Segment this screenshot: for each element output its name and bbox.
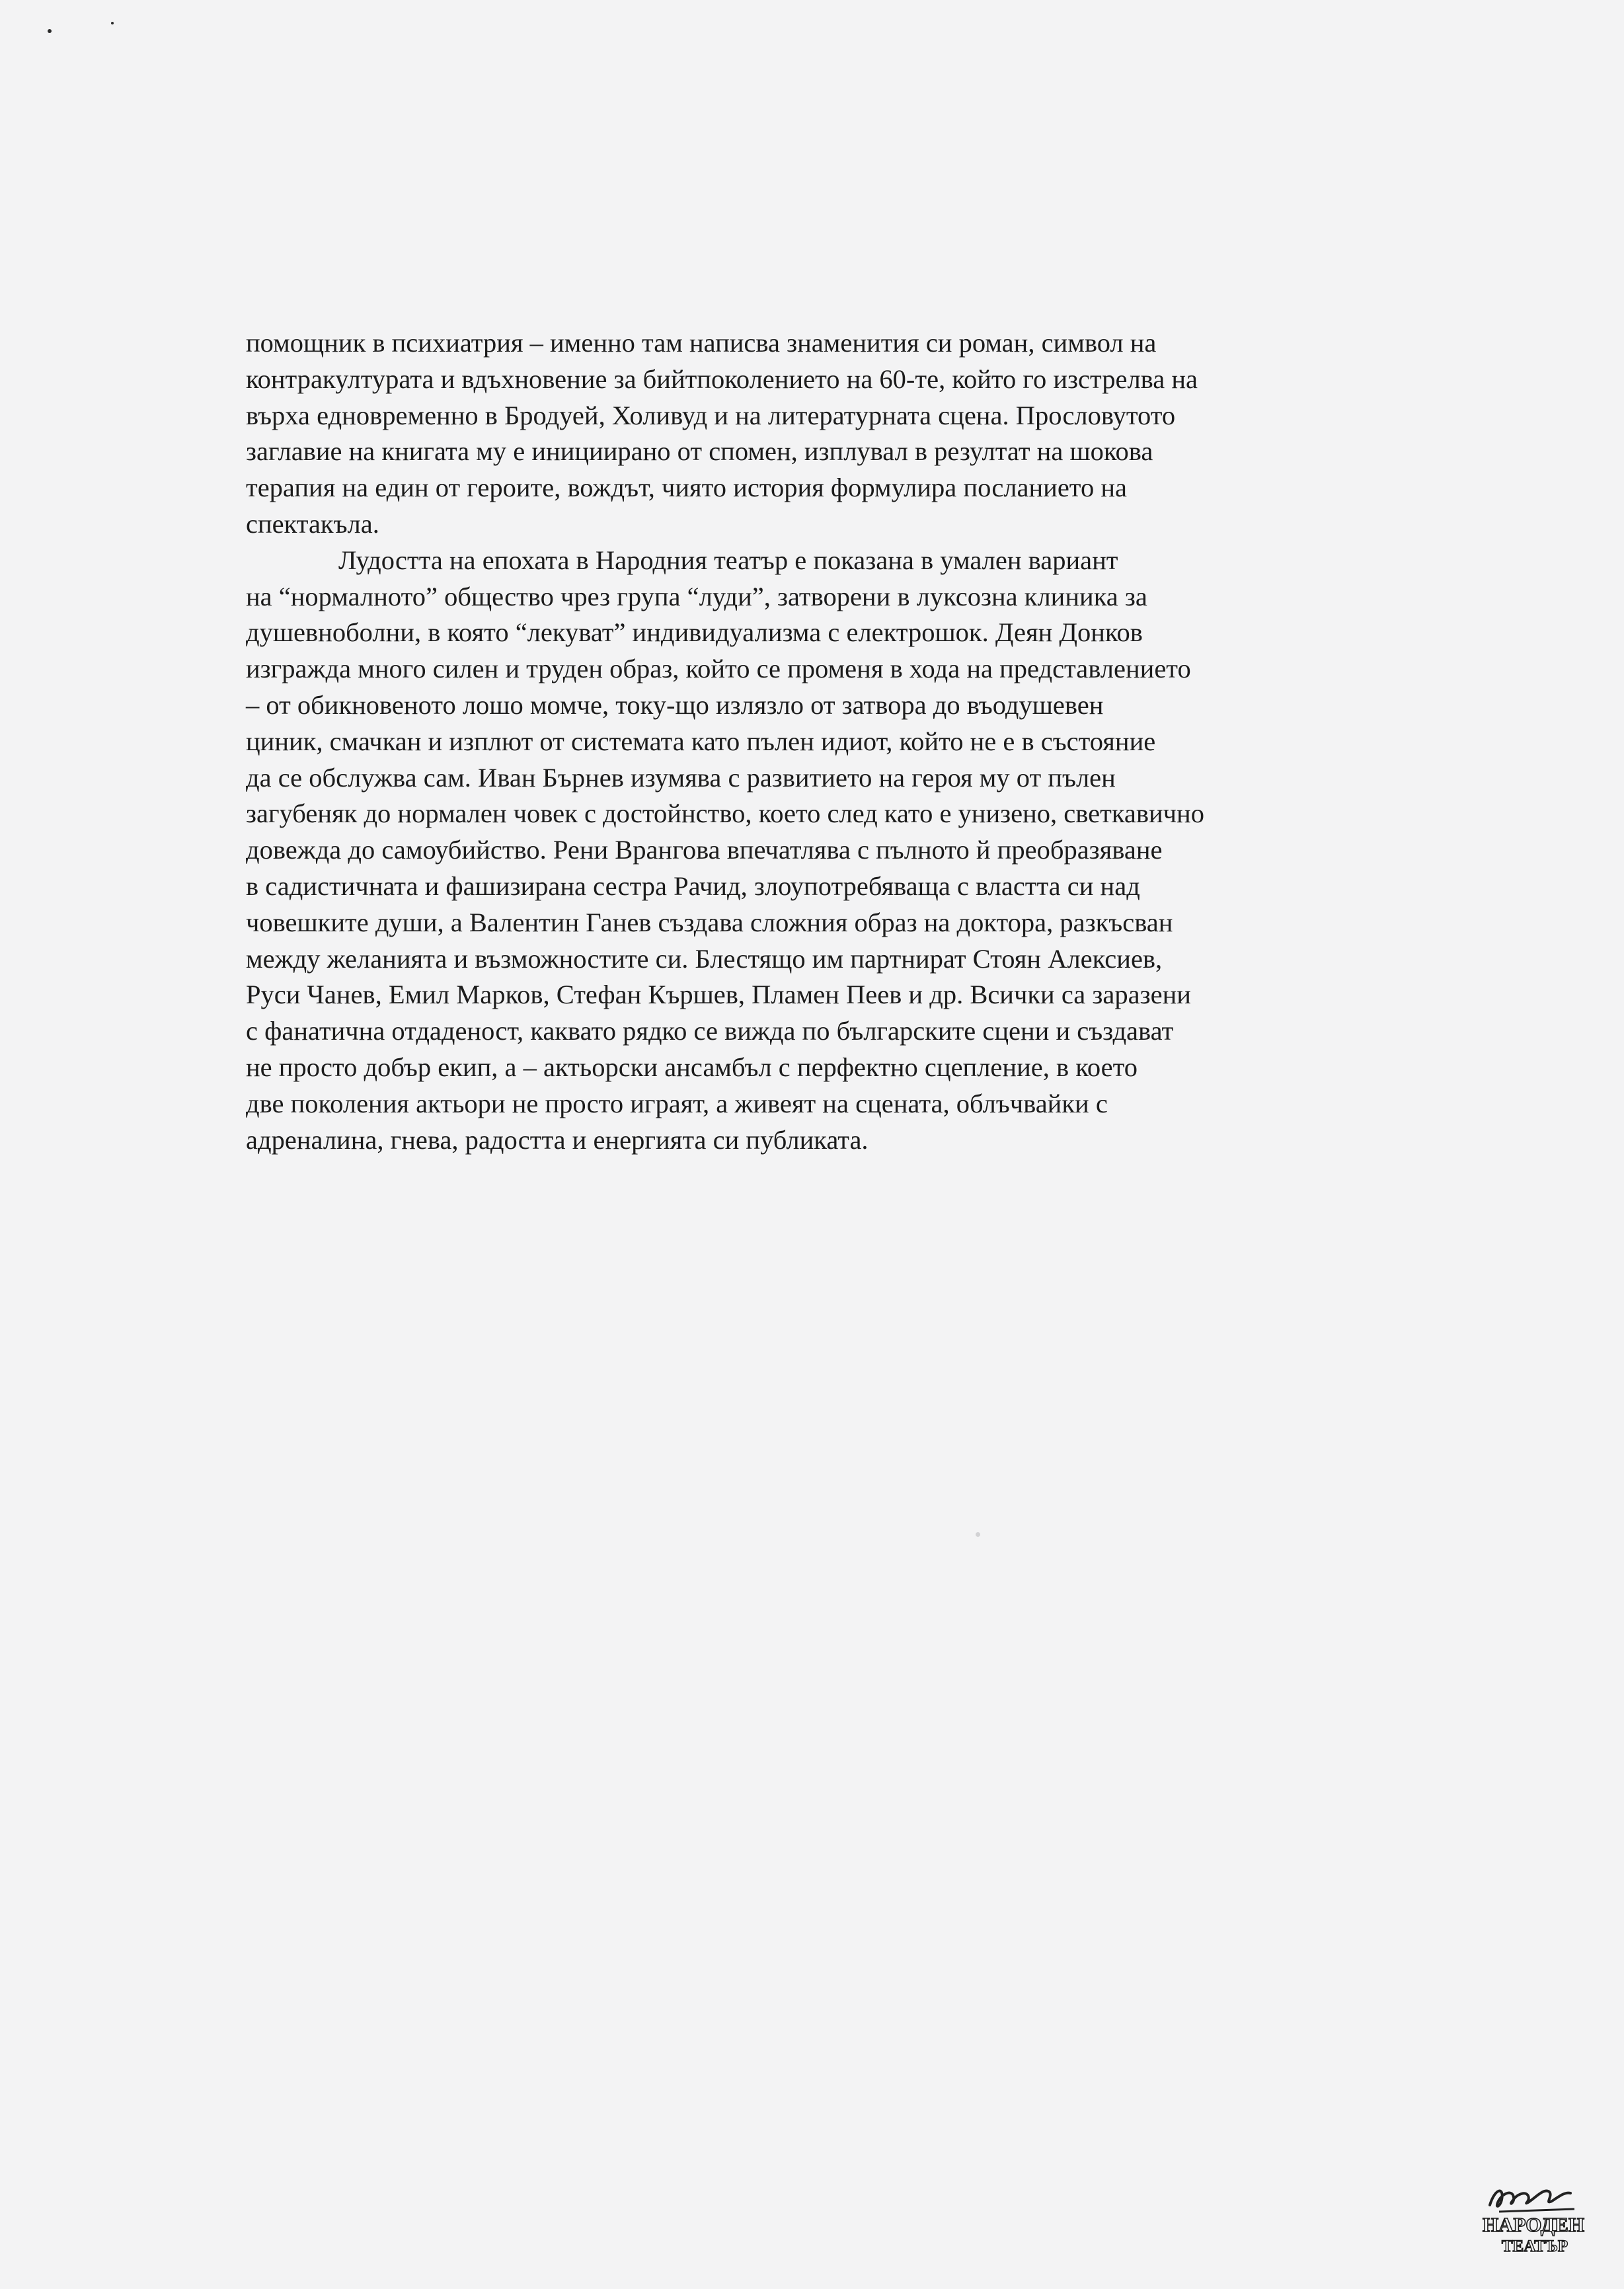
- text-line: Руси Чанев, Емил Марков, Стефан Кършев, Пламен Пеев и др. Всички са заразени: [246, 980, 1191, 1010]
- text-line: върха едновременно в Бродуей, Холивуд и на литературната сцена. Прословутото: [246, 400, 1176, 430]
- scan-speck: [976, 1532, 980, 1537]
- text-line: – от обикновеното лошо момче, току-що излязло от затвора до въодушевен: [246, 689, 1104, 720]
- text-line: заглавие на книгата му е инициирано от спомен, изплувал в резултат на шокова: [246, 436, 1153, 467]
- text-line: циник, смачкан и изплют от системата като пълен идиот, който не е в състояние: [246, 726, 1156, 756]
- paragraph-review: [246, 543, 1383, 1159]
- stamp-line1: НАРОДЕН: [1483, 2213, 1584, 2236]
- document-text: [246, 325, 1383, 1158]
- text-line: изгражда много силен и труден образ, който се променя в хода на представлението: [246, 654, 1191, 684]
- text-line: спектакъла.: [246, 508, 379, 539]
- text-line: човешките души, а Валентин Ганев създава сложния образ на доктора, разкъсван: [246, 907, 1173, 937]
- text-line: загубеняк до нормален човек с достойнство, което след като е унизено, светкавично: [246, 798, 1204, 829]
- text-line: две поколения актьори не просто играят, а живеят на сцената, облъчвайки с: [246, 1088, 1108, 1118]
- text-line: контракултурата и вдъхновение за бийтпоколението на 60-те, който го изстрелва на: [246, 364, 1198, 394]
- scan-speck: [48, 29, 52, 33]
- text-line: помощник в психиатрия – именно там написва знаменития си роман, символ на: [246, 328, 1157, 358]
- stamp-line2: ТЕАТЪР: [1501, 2237, 1568, 2255]
- text-line: в садистичната и фашизирана сестра Рачид, злоупотребяваща с властта си над: [246, 871, 1140, 901]
- text-line: Лудостта на епохата в Народния театър е показана в умален вариант: [338, 545, 1118, 575]
- text-line: терапия на един от героите, вождът, чиято история формулира посланието на: [246, 473, 1127, 503]
- national-theatre-logo-icon: [1475, 2183, 1592, 2257]
- text-line: на “нормалното” общество чрез група “луди”, затворени в луксозна клиника за: [246, 581, 1147, 611]
- paragraph-continuation: [246, 325, 1383, 543]
- text-line: да се обслужва сам. Иван Бърнев изумява с развитието на героя му от пълен: [246, 762, 1116, 793]
- scan-speck: [111, 22, 114, 24]
- text-line: адреналина, гнева, радостта и енергията си публиката.: [246, 1124, 869, 1155]
- text-line: с фанатична отдаденост, каквато рядко се вижда по българските сцени и създават: [246, 1016, 1174, 1046]
- text-line: душевноболни, в която “лекуват” индивидуализма с електрошок. Деян Донков: [246, 617, 1143, 648]
- text-line: между желанията и възможностите си. Блестящо им партнират Стоян Алексиев,: [246, 943, 1163, 974]
- text-line: довежда до самоубийство. Рени Врангова впечатлява с пълното й преобразяване: [246, 835, 1163, 865]
- text-line: не просто добър екип, а – актьорски ансамбъл с перфектно сцепление, в което: [246, 1052, 1138, 1082]
